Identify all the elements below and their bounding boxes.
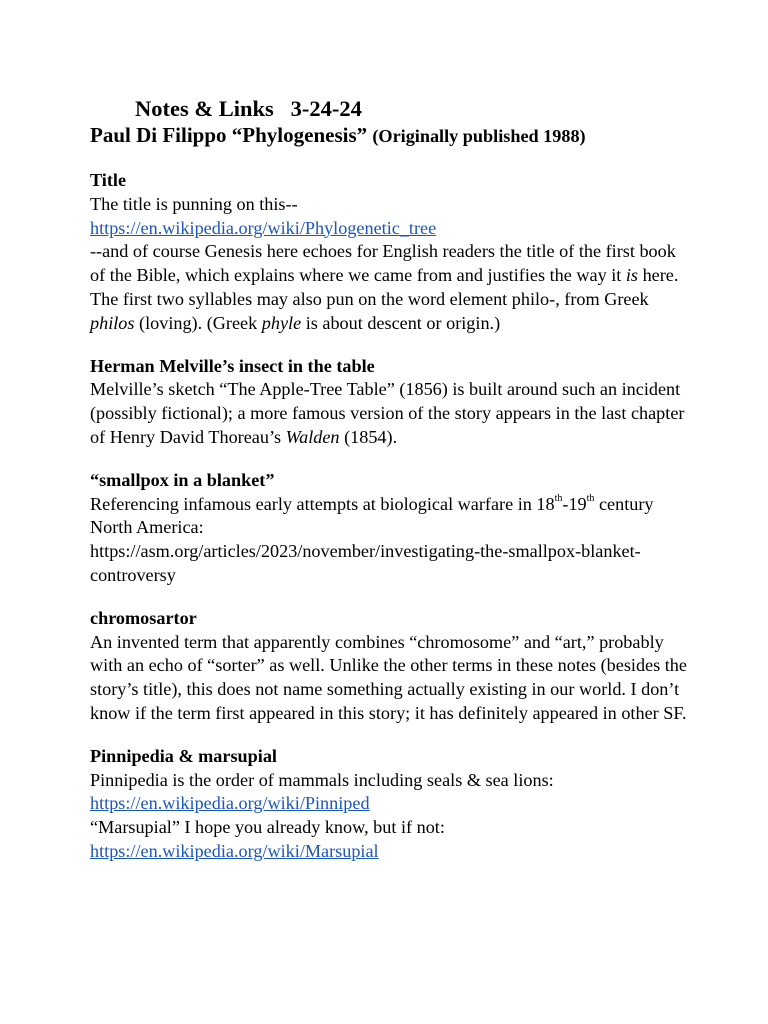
section-heading-smallpox: “smallpox in a blanket” bbox=[90, 469, 275, 490]
smallpox-text-end: century North America: bbox=[90, 493, 654, 538]
philo-text-end: is about descent or origin.) bbox=[301, 312, 501, 333]
genesis-paragraph bbox=[90, 240, 690, 288]
genesis-italic: is bbox=[625, 265, 639, 286]
page-subtitle bbox=[90, 122, 690, 150]
philos-italic: philos bbox=[90, 312, 135, 333]
phylogenetic-tree-link[interactable]: https://en.wikipedia.org/wiki/Phylogenetic_tree bbox=[90, 217, 437, 238]
section-chromosartor bbox=[90, 607, 690, 726]
melville-text-end: (1854). bbox=[339, 426, 398, 447]
subtitle-note: (Originally published 1988) bbox=[372, 126, 586, 146]
marsupial-text: “Marsupial” I hope you already know, but if not: bbox=[90, 817, 445, 838]
document-page bbox=[90, 96, 690, 883]
pinnipedia-text: Pinnipedia is the order of mammals including seals & sea lions: bbox=[90, 769, 554, 790]
pinniped-link[interactable]: https://en.wikipedia.org/wiki/Pinniped bbox=[90, 793, 370, 814]
genesis-text: --and of course Genesis here echoes for English readers the title of the first book of the Bible, which explains where we came from and justifies the way it bbox=[90, 241, 676, 286]
superscript-th-2: th bbox=[586, 492, 595, 504]
walden-italic: Walden bbox=[285, 426, 340, 447]
philo-paragraph bbox=[90, 288, 690, 336]
phyle-italic: phyle bbox=[261, 312, 302, 333]
section-smallpox bbox=[90, 469, 690, 588]
section-pinnipedia bbox=[90, 745, 690, 864]
superscript-th-1: th bbox=[554, 492, 563, 504]
title-intro-text: The title is punning on this-- bbox=[90, 193, 298, 214]
smallpox-text-mid: -19 bbox=[562, 493, 587, 514]
philo-text: The first two syllables may also pun on the word element philo-, from Greek bbox=[90, 288, 649, 309]
chromosartor-paragraph: An invented term that apparently combines “chromosome” and “art,” probably with an echo of “sorter” as well. Unlike the other terms in these notes (besides the story’s title), this does not name something actually existing in our world. I don’t know if the term first appeared in this story; it has definitely appeared in other SF. bbox=[90, 631, 687, 723]
asm-url-text: https://asm.org/articles/2023/november/investigating-the-smallpox-blanket-controversy bbox=[90, 541, 641, 585]
subtitle-main: Paul Di Filippo “Phylogenesis” bbox=[90, 123, 368, 147]
genesis-text-end: here. bbox=[638, 265, 679, 286]
section-heading-title: Title bbox=[90, 170, 127, 190]
philo-text-mid: (loving). (Greek bbox=[134, 312, 262, 333]
page-title: Notes & Links 3-24-24 bbox=[135, 96, 362, 121]
smallpox-text: Referencing infamous early attempts at biological warfare in 18 bbox=[90, 493, 555, 514]
melville-paragraph bbox=[90, 378, 690, 449]
section-melville bbox=[90, 355, 690, 450]
section-heading-melville: Herman Melville’s insect in the table bbox=[90, 355, 375, 376]
smallpox-paragraph bbox=[90, 493, 690, 541]
section-heading-chromosartor: chromosartor bbox=[90, 607, 197, 628]
marsupial-link[interactable]: https://en.wikipedia.org/wiki/Marsupial bbox=[90, 840, 379, 861]
section-heading-pinnipedia: Pinnipedia & marsupial bbox=[90, 745, 277, 766]
melville-text: Melville’s sketch “The Apple-Tree Table” (1856) is built around such an incident (possibly fictional); a more famous version of the story appears in the last chapter of Henry David Thoreau’s bbox=[90, 379, 685, 447]
section-title bbox=[90, 169, 690, 336]
